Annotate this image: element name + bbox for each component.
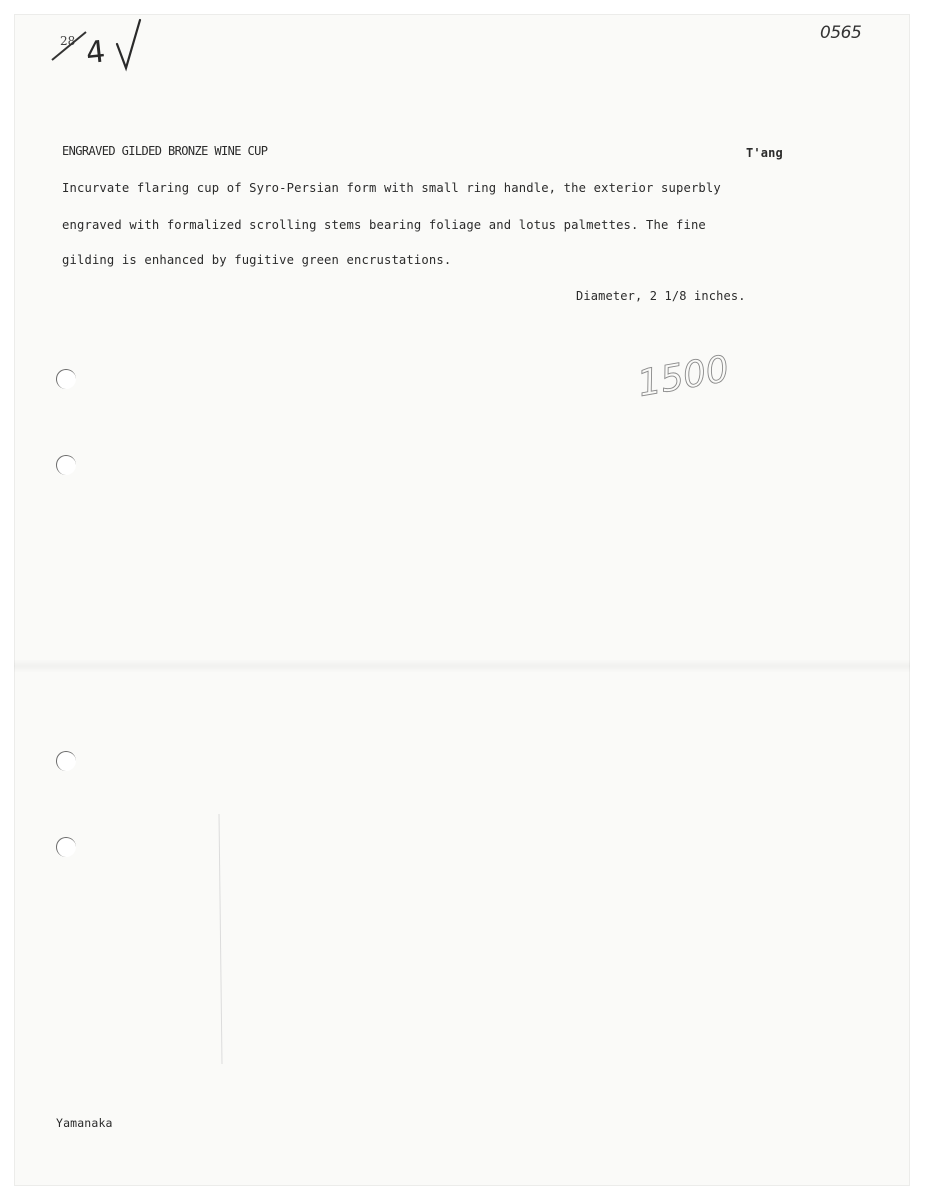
strike-mark (52, 32, 86, 60)
catalog-number: 0565 (820, 23, 862, 43)
document-page (14, 14, 910, 1186)
period-label: T'ang (746, 146, 783, 160)
price-note: 1500 (634, 348, 733, 405)
source-name: Yamanaka (56, 1116, 113, 1130)
description-line: engraved with formalized scrolling stems bearing foliage and lotus palmettes. The fine (62, 218, 706, 232)
old-lot-number: 28 (60, 34, 76, 48)
dimensions-text: Diameter, 2 1/8 inches. (576, 289, 746, 303)
check-mark-icon (117, 20, 140, 68)
pencil-stroke (219, 814, 222, 1064)
description-line: gilding is enhanced by fugitive green encrustations. (62, 253, 452, 267)
item-title: ENGRAVED GILDED BRONZE WINE CUP (62, 144, 268, 158)
description-line: Incurvate flaring cup of Syro-Persian form with small ring handle, the exterior superbly (62, 181, 721, 195)
new-lot-number: 4 (84, 34, 107, 72)
